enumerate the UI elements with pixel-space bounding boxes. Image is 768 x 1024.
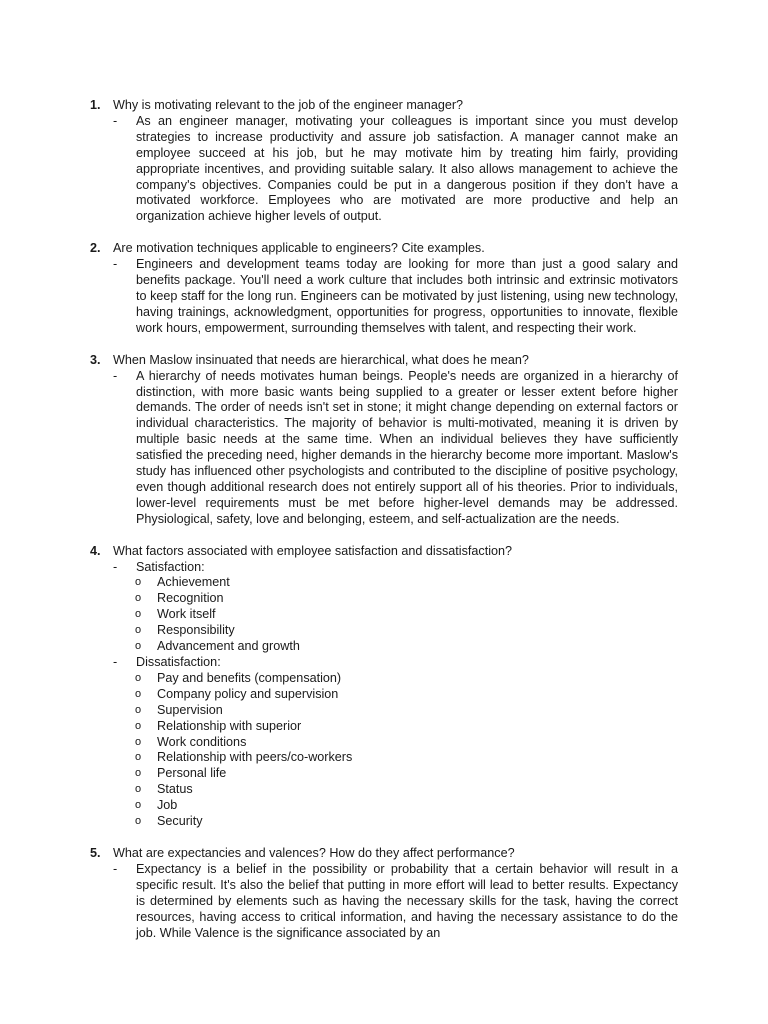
question-3 bbox=[90, 353, 678, 528]
dash-bullet: - bbox=[113, 861, 118, 876]
question-text: When Maslow insinuated that needs are hierarchical, what does he mean? bbox=[113, 352, 529, 367]
question-number: 5. bbox=[90, 845, 101, 860]
list-item-text: Achievement bbox=[157, 575, 230, 590]
list-item-text: Responsibility bbox=[157, 623, 235, 638]
list-item-text: Work itself bbox=[157, 607, 216, 622]
question-text: What are expectancies and valences? How do they affect performance? bbox=[113, 845, 515, 860]
dissatisfaction-label: Dissatisfaction: bbox=[136, 655, 221, 669]
question-number: 4. bbox=[90, 543, 101, 558]
satisfaction-list bbox=[113, 575, 678, 655]
list-item bbox=[135, 639, 678, 655]
question-number: 1. bbox=[90, 98, 101, 112]
question-1 bbox=[90, 98, 678, 225]
circle-bullet-icon: o bbox=[135, 624, 142, 637]
answer-text: Expectancy is a belief in the possibility or probability that a certain behavior will result in a specific result. It's also the belief that putting in more effort will lead to better results. Expectancy is determined by elements such as having the necessary skills for the task, having the correct resources, having access to critical information, and having the necessary assistance to do the job. While Valence is the significance associated by an bbox=[136, 861, 678, 940]
list-item bbox=[135, 798, 678, 814]
circle-bullet-icon: o bbox=[135, 608, 142, 621]
answer-text: Engineers and development teams today are looking for more than just a good salary and benefits package. You'll need a work culture that includes both intrinsic and extrinsic motivators to keep staff for the long run. Engineers can be motivated by just listening, using new technology, having trainings, acknowledgment, opportunities for progress, opportunities to innovate, flexible work hours, empowerment, surrounding themselves with talent, and respecting their work. bbox=[136, 257, 678, 335]
question-number: 3. bbox=[90, 352, 101, 367]
list-item bbox=[135, 782, 678, 798]
dissatisfaction-group bbox=[113, 655, 678, 671]
circle-bullet-icon: o bbox=[135, 815, 142, 828]
question-text: What factors associated with employee satisfaction and dissatisfaction? bbox=[113, 543, 513, 558]
answer-item bbox=[113, 114, 678, 225]
answer-text: As an engineer manager, motivating your colleagues is important since you must develop strategies to increase productivity and assure job satisfaction. A manager cannot make an employee succeed at his job, but he may motivate him by treating him fairly, providing appropriate incentives, and providing suitable salary. It also allows management to achieve the company's objectives. Companies could be put in a dangerous position if they don't have a motivated workforce. Employees who are motivated are more productive and help an organization achieve higher levels of output. bbox=[136, 113, 678, 224]
list-item bbox=[135, 623, 678, 639]
question-4 bbox=[90, 544, 678, 830]
circle-bullet-icon: o bbox=[135, 671, 142, 684]
list-item bbox=[135, 750, 678, 766]
list-item-text: Company policy and supervision bbox=[157, 686, 339, 701]
circle-bullet-icon: o bbox=[135, 576, 142, 589]
list-item-text: Relationship with superior bbox=[157, 718, 302, 733]
list-item bbox=[135, 735, 678, 751]
answer-item bbox=[113, 369, 678, 528]
list-item-text: Status bbox=[157, 782, 193, 797]
list-item-text: Pay and benefits (compensation) bbox=[157, 670, 342, 685]
satisfaction-group bbox=[113, 560, 678, 576]
question-2 bbox=[90, 241, 678, 336]
list-item bbox=[135, 607, 678, 623]
document-body bbox=[90, 98, 678, 957]
list-item-text: Supervision bbox=[157, 702, 223, 717]
list-item bbox=[135, 575, 678, 591]
dash-bullet: - bbox=[113, 368, 118, 383]
list-item-text: Personal life bbox=[157, 766, 227, 781]
list-item-text: Security bbox=[157, 814, 203, 829]
list-item-text: Relationship with peers/co-workers bbox=[157, 750, 353, 765]
list-item-text: Recognition bbox=[157, 591, 224, 606]
circle-bullet-icon: o bbox=[135, 767, 142, 780]
circle-bullet-icon: o bbox=[135, 703, 142, 716]
answer-text: A hierarchy of needs motivates human beings. People's needs are organized in a hierarchy of distinction, with more basic wants being supplied to a greater or lesser extent before higher demands. The order of needs isn't set in stone; it might change depending on external factors or individual characteristics. The majority of behavior is multi-motivated, meaning it is driven by multiple basic needs at the same time. When an individual believes they have sufficiently satisfied the preceding need, higher demands in the hierarchy become more important. Maslow's study has influenced other psychologists and contributed to the discipline of positive psychology, even though additional research does not entirely support all of his theories. Prior to individuals, lower-level requirements must be met before higher-level demands may be addressed. Physiological, safety, love and belonging, esteem, and self-actualization are the needs. bbox=[136, 368, 678, 526]
question-text: Are motivation techniques applicable to engineers? Cite examples. bbox=[113, 241, 485, 256]
circle-bullet-icon: o bbox=[135, 799, 142, 812]
answer-item bbox=[113, 862, 678, 942]
dash-bullet: - bbox=[113, 257, 118, 272]
list-item bbox=[135, 671, 678, 687]
list-item-text: Job bbox=[157, 798, 178, 813]
question-text: Why is motivating relevant to the job of the engineer manager? bbox=[113, 98, 464, 112]
dash-bullet: - bbox=[113, 559, 118, 574]
list-item-text: Advancement and growth bbox=[157, 639, 300, 654]
list-item bbox=[135, 703, 678, 719]
circle-bullet-icon: o bbox=[135, 719, 142, 732]
dash-bullet: - bbox=[113, 113, 118, 128]
list-item bbox=[135, 719, 678, 735]
circle-bullet-icon: o bbox=[135, 592, 142, 605]
answer-item bbox=[113, 257, 678, 337]
circle-bullet-icon: o bbox=[135, 783, 142, 796]
list-item bbox=[135, 814, 678, 830]
circle-bullet-icon: o bbox=[135, 687, 142, 700]
circle-bullet-icon: o bbox=[135, 735, 142, 748]
satisfaction-label: Satisfaction: bbox=[136, 559, 205, 574]
dissatisfaction-list bbox=[113, 671, 678, 830]
circle-bullet-icon: o bbox=[135, 640, 142, 653]
dash-bullet: - bbox=[113, 655, 118, 669]
question-5 bbox=[90, 846, 678, 941]
circle-bullet-icon: o bbox=[135, 751, 142, 764]
list-item bbox=[135, 687, 678, 703]
list-item bbox=[135, 766, 678, 782]
question-number: 2. bbox=[90, 241, 101, 256]
list-item bbox=[135, 591, 678, 607]
list-item-text: Work conditions bbox=[157, 734, 247, 749]
